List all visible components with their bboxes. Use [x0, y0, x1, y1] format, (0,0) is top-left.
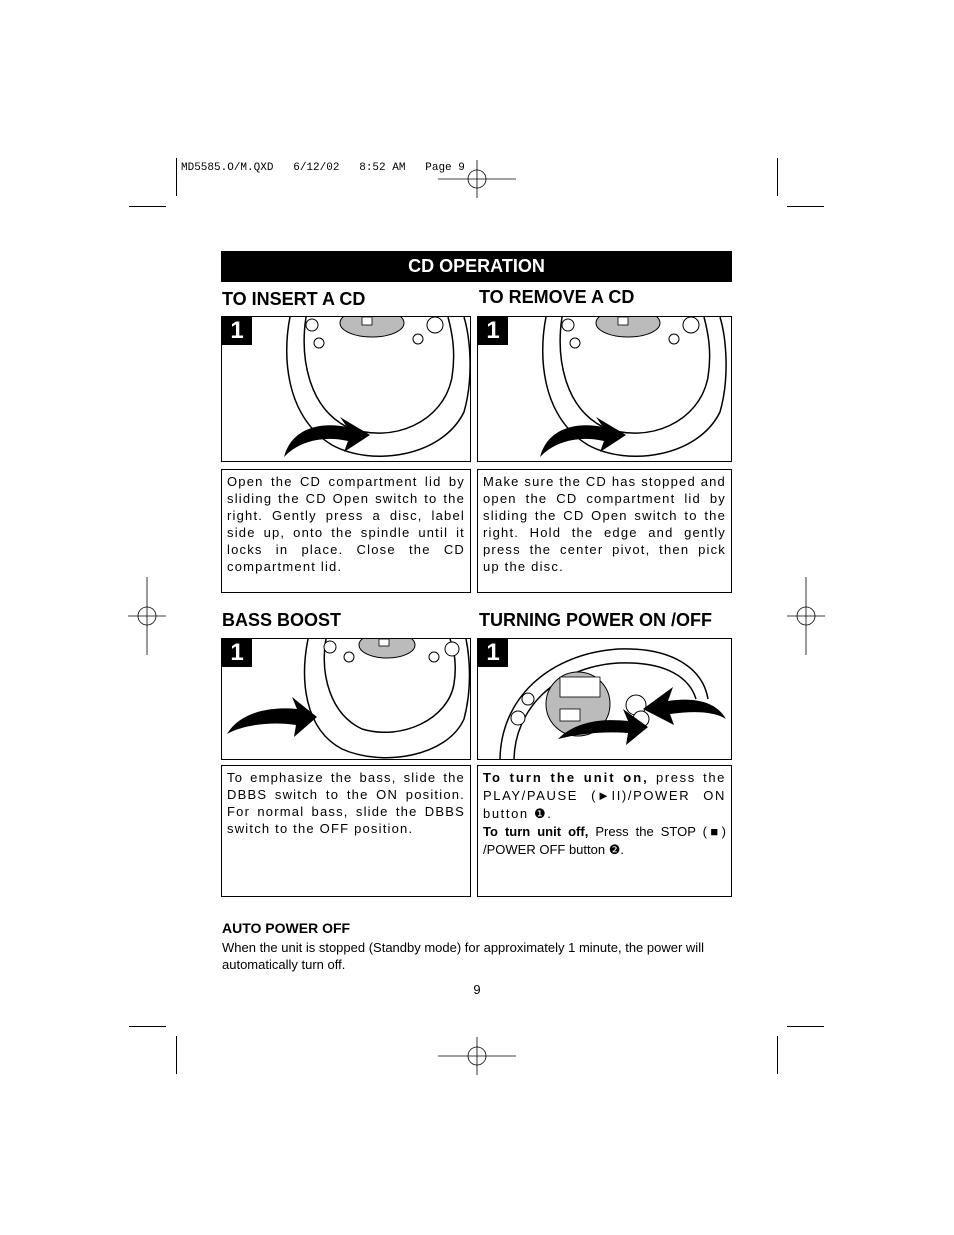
insert-illustration [221, 316, 471, 462]
remove-illustration [477, 316, 732, 462]
cd-player-illustration [222, 639, 471, 760]
page-number: 9 [473, 982, 481, 997]
step-number: 1 [222, 317, 252, 345]
crop-mark [777, 158, 778, 196]
power-off-label: To turn unit off, [483, 824, 589, 839]
registration-mark-left [128, 577, 166, 655]
bass-illustration [221, 638, 471, 760]
print-slug: MD5585.O/M.QXD 6/12/02 8:52 AM Page 9 [181, 162, 465, 174]
crop-mark [129, 206, 166, 207]
remove-heading: TO REMOVE A CD [479, 287, 635, 307]
step-number: 1 [478, 639, 508, 667]
crop-mark [176, 158, 177, 196]
power-illustration [477, 638, 732, 760]
step-number: 1 [222, 639, 252, 667]
crop-mark [176, 1036, 177, 1074]
bass-heading: BASS BOOST [222, 610, 342, 630]
power-instructions [477, 765, 732, 897]
cd-player-illustration [478, 317, 732, 462]
auto-power-text: When the unit is stopped (Standby mode) for approximately 1 minute, the power will automatically turn off. [222, 940, 704, 972]
power-on-text: press the PLAY/PAUSE (►II)/POWER ON button ❶. [483, 770, 727, 821]
cd-player-illustration [222, 317, 471, 462]
power-on-label: To turn the unit on, [483, 770, 649, 785]
registration-mark-right [787, 577, 825, 655]
power-heading: TURNING POWER ON /OFF [479, 610, 712, 630]
remove-instructions: Make sure the CD has stopped and open the CD compartment lid by sliding the CD Open switch to the right. Hold the edge and gently press the center pivot, then pick up the disc. [477, 469, 732, 593]
crop-mark [787, 1026, 824, 1027]
cd-player-illustration [478, 639, 732, 760]
insert-instructions: Open the CD compartment lid by sliding the CD Open switch to the right. Gently press a disc, label side up, onto the spindle until it locks in place. Close the CD compartment lid. [221, 469, 471, 593]
registration-mark-bottom [438, 1037, 516, 1075]
auto-power-heading: AUTO POWER OFF [222, 920, 351, 936]
crop-mark [129, 1026, 166, 1027]
power-off-text: Press the STOP (■) /POWER OFF button ❷. [483, 824, 726, 857]
step-number: 1 [478, 317, 508, 345]
crop-mark [787, 206, 824, 207]
section-banner: CD OPERATION [221, 251, 732, 282]
bass-instructions: To emphasize the bass, slide the DBBS switch to the ON position. For normal bass, slide the DBBS switch to the OFF position. [221, 765, 471, 897]
crop-mark [777, 1036, 778, 1074]
insert-heading: TO INSERT A CD [222, 289, 366, 309]
